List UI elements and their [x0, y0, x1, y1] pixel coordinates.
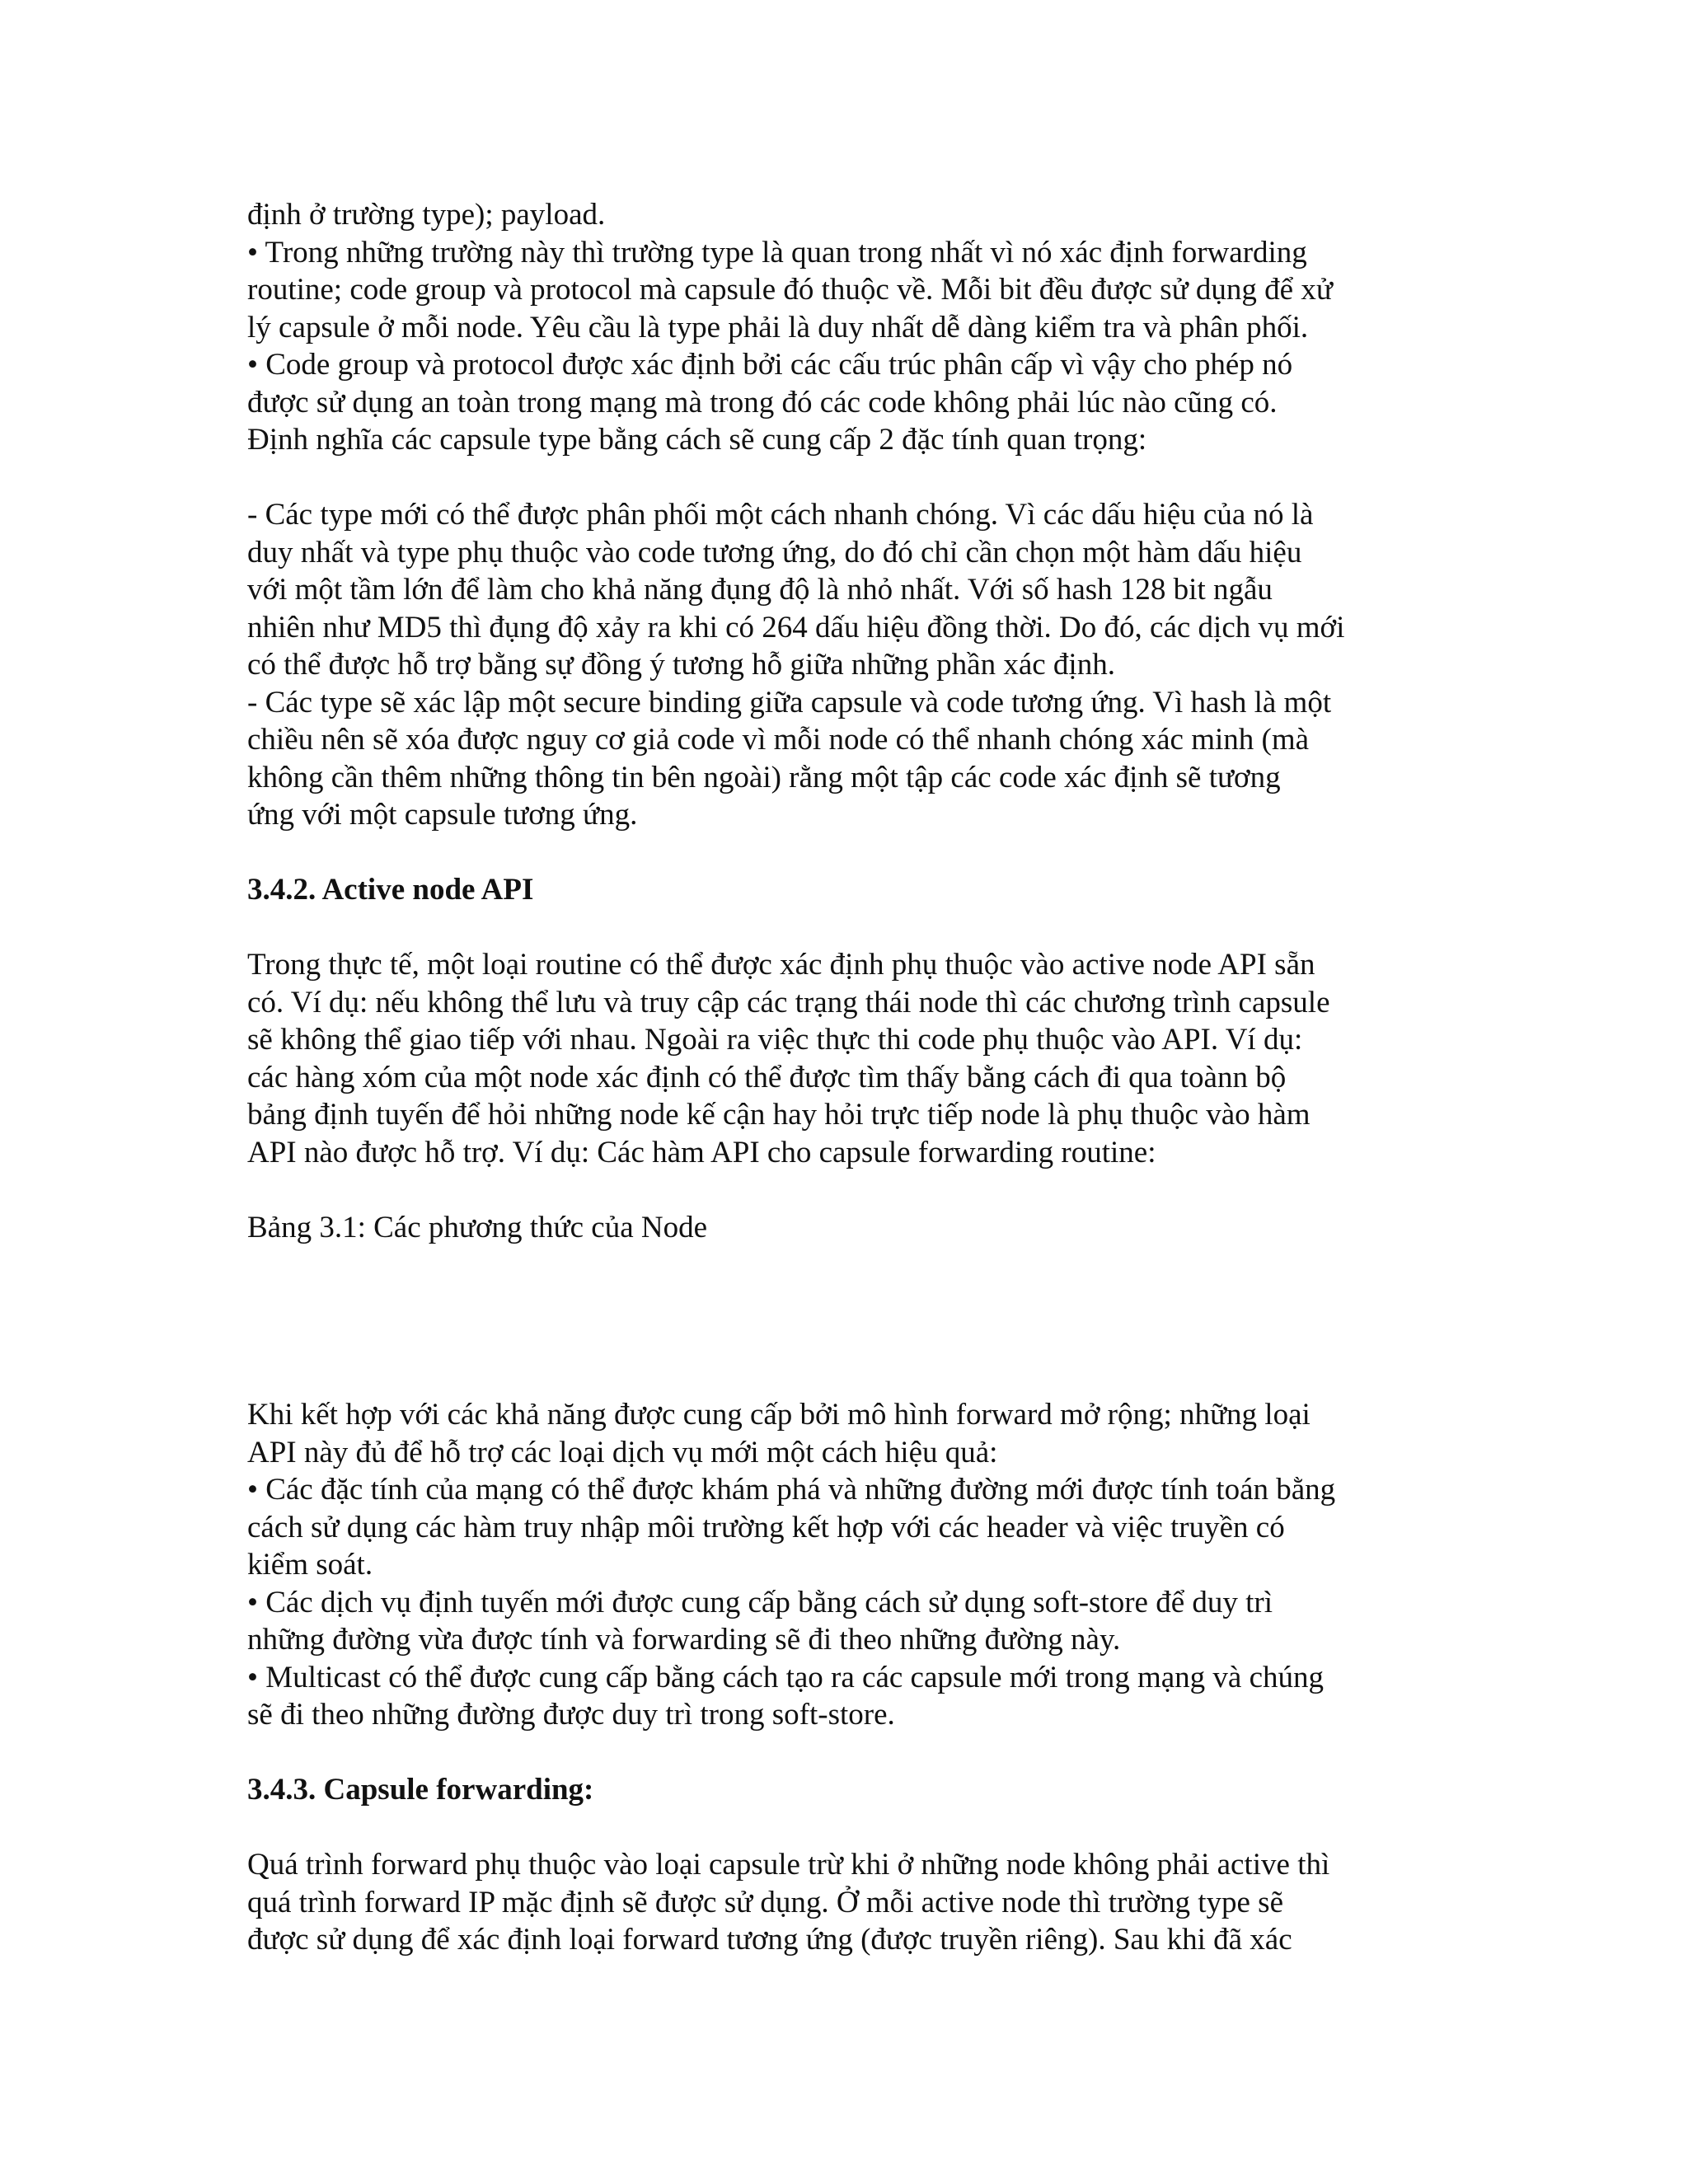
section-heading: 3.4.2. Active node API — [247, 873, 534, 907]
text-line: - Các type mới có thể được phân phối một cách nhanh chóng. Vì các dấu hiệu của nó là — [247, 498, 1314, 532]
paragraph-spacer — [247, 1171, 1467, 1209]
paragraph-spacer — [247, 834, 1467, 872]
section-heading: 3.4.3. Capsule forwarding: — [247, 1773, 594, 1807]
paragraph-active-node-api — [247, 946, 1467, 1171]
text-line: routine; code group và protocol mà capsule đó thuộc về. Mỗi bit đều được sử dụng để xử — [247, 273, 1333, 307]
table-placeholder-space — [247, 1246, 1467, 1396]
text-line: • Trong những trường này thì trường type là quan trong nhất vì nó xác định forwarding — [247, 235, 1307, 269]
text-line: có. Ví dụ: nếu không thể lưu và truy cập các trạng thái node thì các chương trình capsule — [247, 985, 1330, 1019]
text-line: những đường vừa được tính và forwarding sẽ đi theo những đường này. — [247, 1623, 1121, 1657]
paragraph-spacer — [247, 459, 1467, 497]
text-line: ứng với một capsule tương ứng. — [247, 798, 638, 832]
text-line: được sử dụng an toàn trong mạng mà trong đó các code không phải lúc nào cũng có. — [247, 385, 1278, 419]
text-line: • Các đặc tính của mạng có thể được khám phá và những đường mới được tính toán bằng — [247, 1473, 1336, 1507]
text-line: • Code group và protocol được xác định bởi các cấu trúc phân cấp vì vậy cho phép nó — [247, 348, 1293, 382]
text-line: các hàng xóm của một node xác định có thể được tìm thấy bằng cách đi qua toànn bộ — [247, 1060, 1287, 1094]
text-line: sẽ đi theo những đường được duy trì trong soft-store. — [247, 1698, 895, 1732]
paragraph-spacer — [247, 1809, 1467, 1847]
text-line: được sử dụng để xác định loại forward tương ứng (được truyền riêng). Sau khi đã xác — [247, 1923, 1292, 1957]
paragraph-spacer — [247, 909, 1467, 947]
text-line: • Các dịch vụ định tuyến mới được cung cấp bằng cách sử dụng soft-store để duy trì — [247, 1585, 1273, 1619]
text-line: Quá trình forward phụ thuộc vào loại capsule trừ khi ở những node không phải active thì — [247, 1848, 1330, 1882]
paragraph-capsule-forwarding — [247, 1846, 1467, 1959]
text-line: API nào được hỗ trợ. Ví dụ: Các hàm API cho capsule forwarding routine: — [247, 1135, 1156, 1169]
text-line: quá trình forward IP mặc định sẽ được sử dụng. Ở mỗi active node thì trường type sẽ — [247, 1885, 1283, 1919]
text-line: có thể được hỗ trợ bằng sự đồng ý tương hỗ giữa những phần xác định. — [247, 648, 1115, 682]
text-line: sẽ không thể giao tiếp với nhau. Ngoài ra việc thực thi code phụ thuộc vào API. Ví dụ: — [247, 1023, 1303, 1057]
paragraph-spacer — [247, 1734, 1467, 1772]
text-line: API này đủ để hỗ trợ các loại dịch vụ mới một cách hiệu quả: — [247, 1435, 998, 1469]
text-line: Khi kết hợp với các khả năng được cung cấp bởi mô hình forward mở rộng; những loại — [247, 1398, 1311, 1432]
text-line: bảng định tuyến để hỏi những node kế cận hay hỏi trực tiếp node là phụ thuộc vào hàm — [247, 1098, 1311, 1132]
text-line: định ở trường type); payload. — [247, 198, 606, 232]
table-caption: Bảng 3.1: Các phương thức của Node — [247, 1210, 708, 1244]
text-line: lý capsule ở mỗi node. Yêu cầu là type phải là duy nhất dễ dàng kiểm tra và phân phối. — [247, 310, 1309, 344]
text-line: Trong thực tế, một loại routine có thể được xác định phụ thuộc vào active node API sẵn — [247, 948, 1315, 982]
text-line: với một tầm lớn để làm cho khả năng đụng độ là nhỏ nhất. Với số hash 128 bit ngẫu — [247, 573, 1273, 607]
paragraph-capsule-fields — [247, 196, 1467, 459]
paragraph-type-properties — [247, 496, 1467, 834]
text-line: cách sử dụng các hàm truy nhập môi trường kết hợp với các header và việc truyền có — [247, 1510, 1285, 1544]
text-line: - Các type sẽ xác lập một secure binding giữa capsule và code tương ứng. Vì hash là một — [247, 685, 1332, 719]
text-line: chiều nên sẽ xóa được nguy cơ giả code vì mỗi node có thể nhanh chóng xác minh (mà — [247, 723, 1310, 757]
text-line: • Multicast có thể được cung cấp bằng cách tạo ra các capsule mới trong mạng và chúng — [247, 1660, 1325, 1694]
text-line: Định nghĩa các capsule type bằng cách sẽ cung cấp 2 đặc tính quan trọng: — [247, 423, 1147, 457]
paragraph-extended-forward — [247, 1396, 1467, 1734]
document-body — [247, 196, 1467, 1959]
text-line: nhiên như MD5 thì đụng độ xảy ra khi có 264 dấu hiệu đồng thời. Do đó, các dịch vụ mới — [247, 610, 1345, 644]
text-line: kiểm soát. — [247, 1548, 373, 1582]
text-line: duy nhất và type phụ thuộc vào code tương ứng, do đó chỉ cần chọn một hàm dấu hiệu — [247, 535, 1302, 569]
text-line: không cần thêm những thông tin bên ngoài) rằng một tập các code xác định sẽ tương — [247, 760, 1281, 794]
